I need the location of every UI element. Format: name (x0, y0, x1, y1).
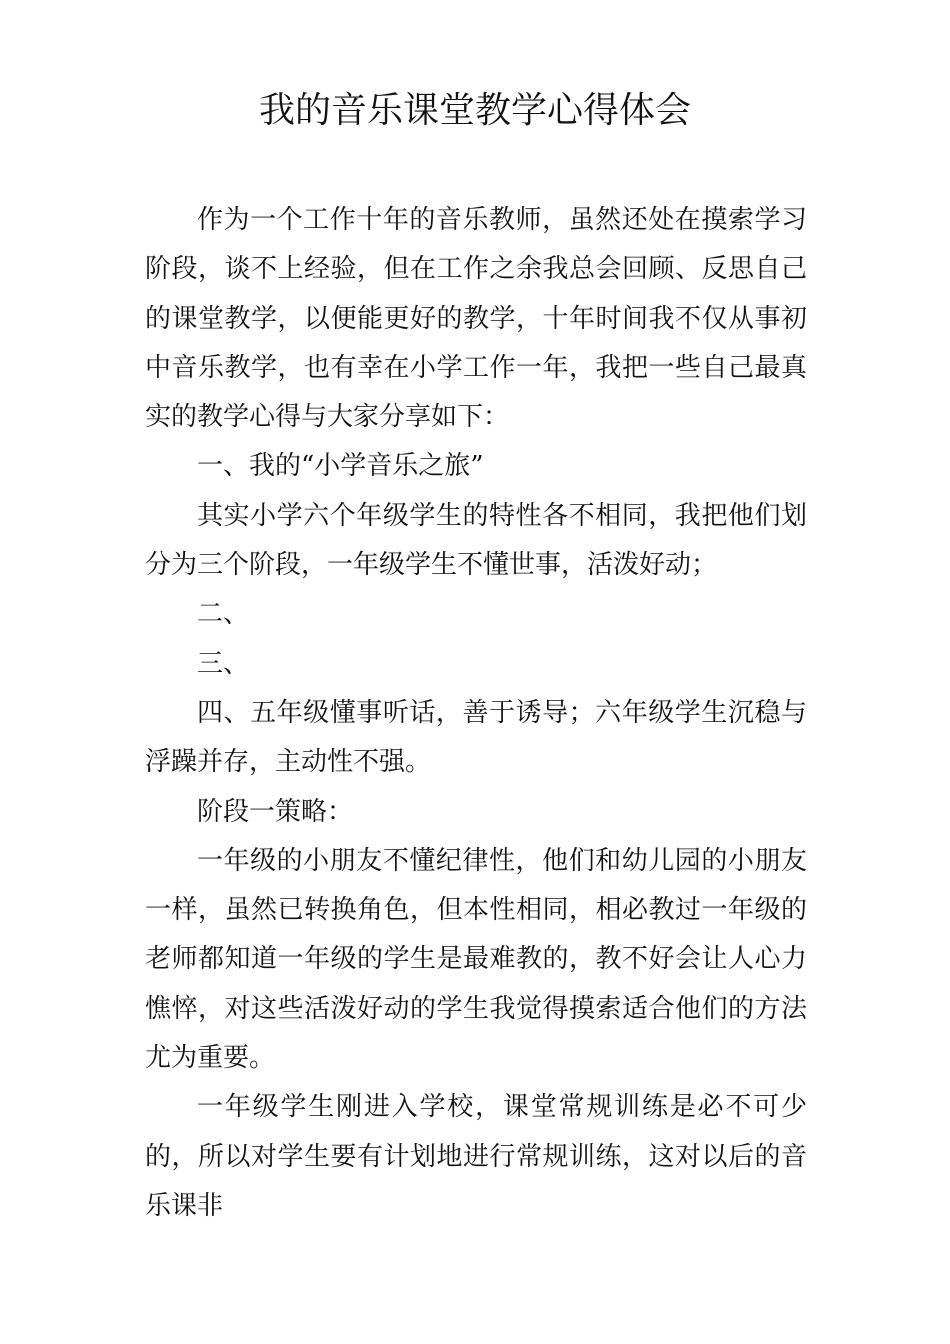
paragraph-intro: 作为一个工作十年的音乐教师，虽然还处在摸索学习阶段，谈不上经验，但在工作之余我总会回顾、反思自己的课堂教学，以便能更好的教学，十年时间我不仅从事初中音乐教学，也有幸在小学工作一年，我把一些自己最真实的教学心得与大家分享如下： (145, 205, 807, 433)
paragraph-classroom-routine: 一年级学生刚进入学校，课堂常规训练是必不可少的，所以对学生要有计划地进行常规训练，这对以后的音乐课非 (145, 1092, 807, 1221)
paragraph-first-grade: 一年级的小朋友不懂纪律性，他们和幼儿园的小朋友一样，虽然已转换角色，但本性相同，相必教过一年级的老师都知道一年级的学生是最难教的，教不好会让人心力憔悴，对这些活泼好动的学生我觉得摸索适合他们的方法尤为重要。 (145, 845, 807, 1074)
paragraph-grades-four-to-six: 四、五年级懂事听话，善于诱导；六年级学生沉稳与浮躁并存，主动性不强。 (145, 697, 807, 778)
section-heading-1: 一、我的“小学音乐之旅” (197, 451, 484, 482)
section-heading-2: 二、 (197, 599, 250, 630)
document-title: 我的音乐课堂教学心得体会 (258, 90, 691, 131)
strategy-heading: 阶段一策略： (197, 796, 354, 827)
document-body (145, 196, 807, 1231)
section-heading-3: 三、 (197, 648, 250, 679)
paragraph-grades-overview: 其实小学六个年级学生的特性各不相同，我把他们划分为三个阶段，一年级学生不懂世事，活泼好动； (145, 500, 807, 581)
